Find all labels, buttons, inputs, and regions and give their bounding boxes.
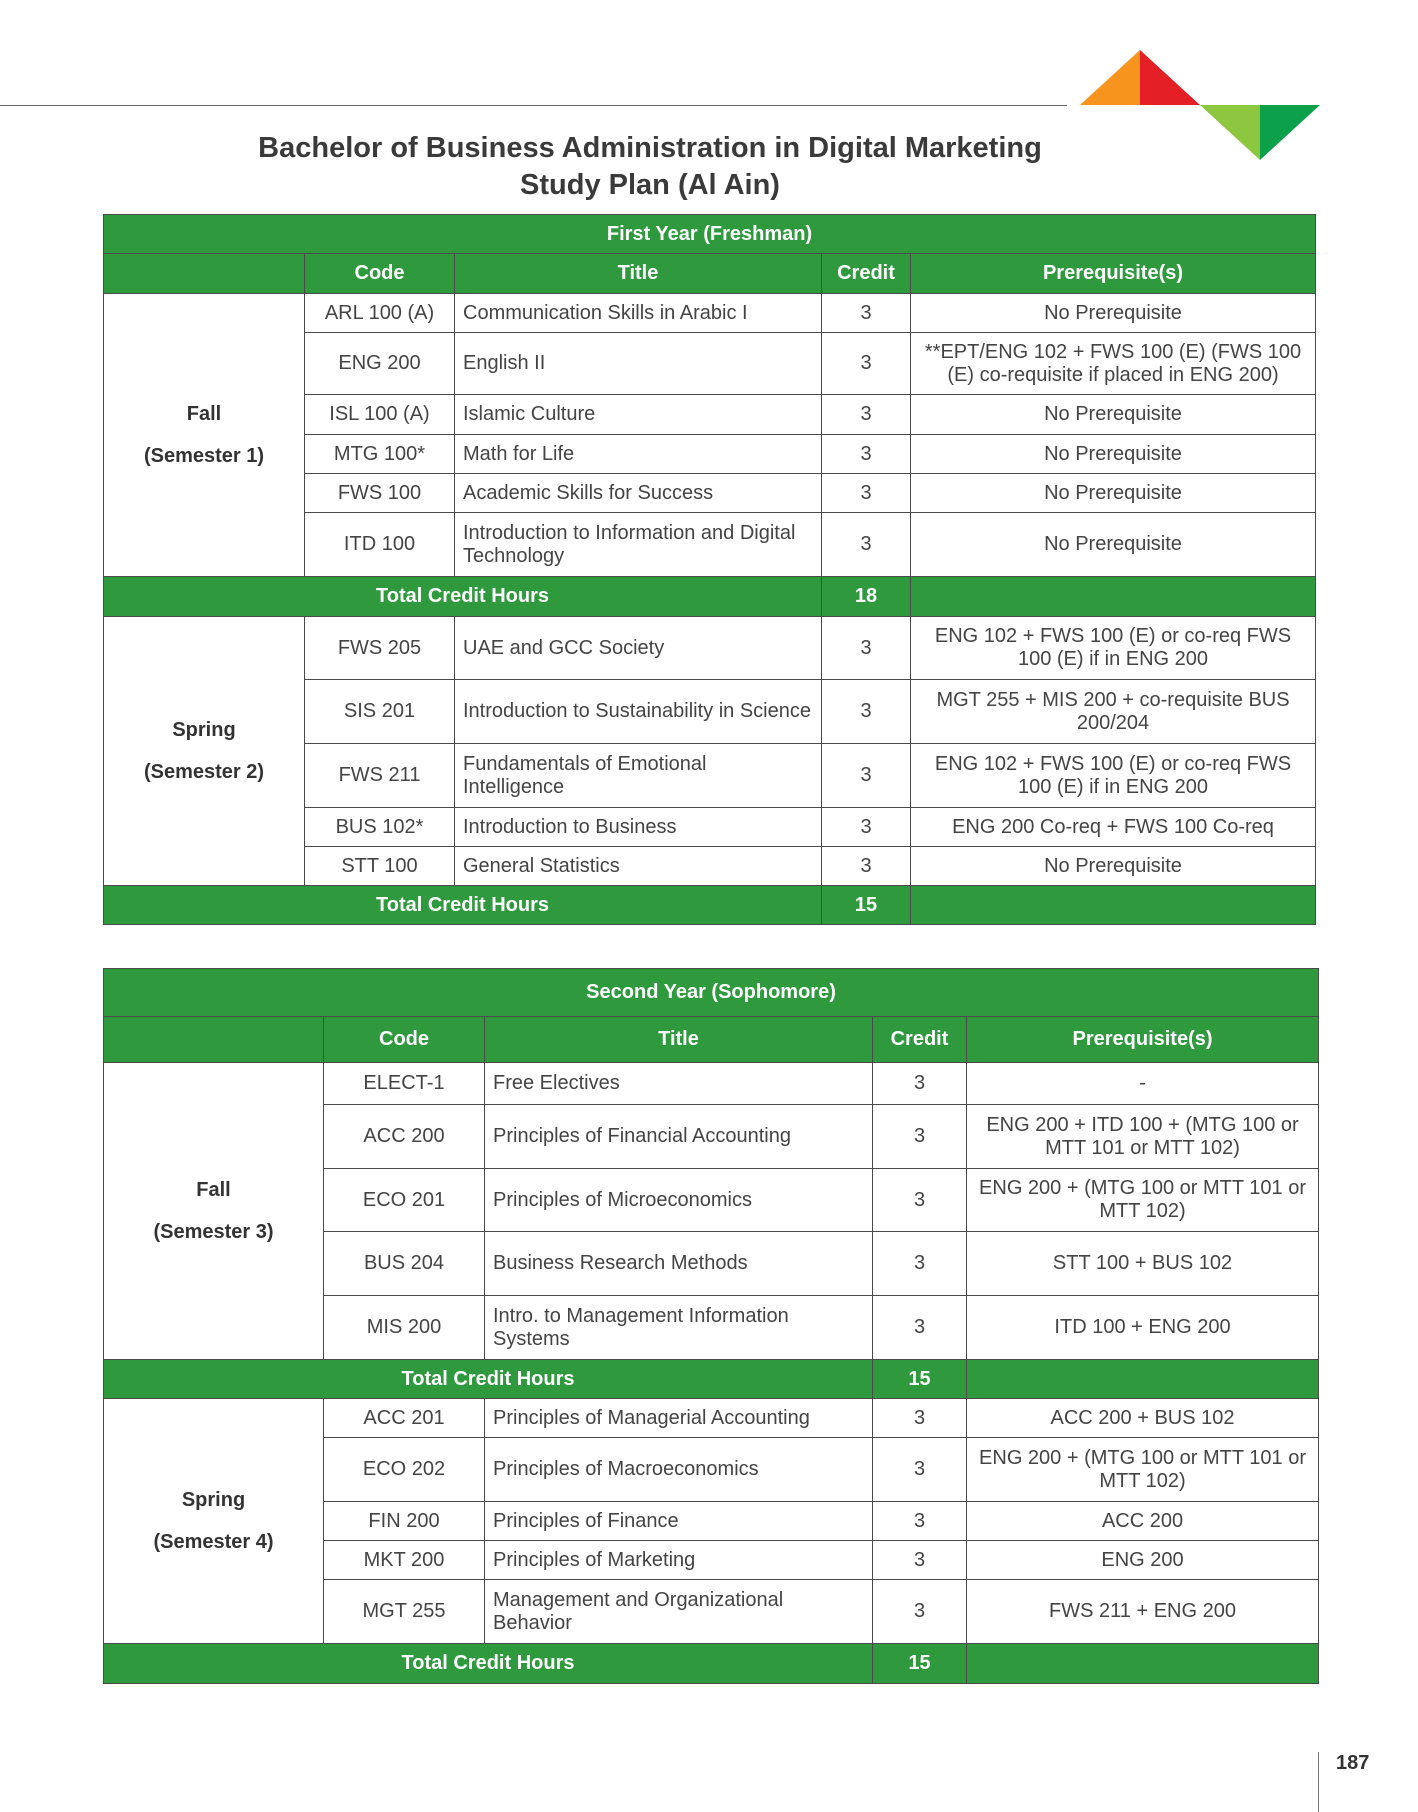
title-header: Title bbox=[455, 254, 822, 294]
course-title: Math for Life bbox=[455, 435, 822, 474]
course-credit: 3 bbox=[822, 395, 911, 435]
course-code: ECO 201 bbox=[324, 1169, 485, 1232]
semester-number: (Semester 3) bbox=[153, 1221, 274, 1243]
course-code: ECO 202 bbox=[324, 1438, 485, 1502]
semester-number: (Semester 4) bbox=[153, 1531, 274, 1553]
course-title: Principles of Macroeconomics bbox=[485, 1438, 873, 1502]
course-title: Principles of Microeconomics bbox=[485, 1169, 873, 1232]
course-prereq: ACC 200 + BUS 102 bbox=[967, 1399, 1319, 1438]
course-code: ITD 100 bbox=[305, 513, 455, 577]
course-title: Intro. to Management Information Systems bbox=[485, 1296, 873, 1360]
course-code: ACC 201 bbox=[324, 1399, 485, 1438]
title-header: Title bbox=[485, 1017, 873, 1063]
course-code: MTG 100* bbox=[305, 435, 455, 474]
page-number-rule bbox=[1318, 1752, 1319, 1812]
second-year-table bbox=[103, 968, 1319, 1684]
course-code: FWS 205 bbox=[305, 617, 455, 680]
course-code: ENG 200 bbox=[305, 333, 455, 395]
course-code: ACC 200 bbox=[324, 1105, 485, 1169]
semester-number: (Semester 1) bbox=[143, 445, 265, 467]
year-header: Second Year (Sophomore) bbox=[104, 969, 1319, 1017]
page-title bbox=[150, 130, 1150, 204]
course-credit: 3 bbox=[822, 435, 911, 474]
course-title: Introduction to Information and Digital Technology bbox=[455, 513, 822, 577]
course-code: BUS 102* bbox=[305, 808, 455, 847]
course-credit: 3 bbox=[873, 1296, 967, 1360]
course-credit: 3 bbox=[873, 1399, 967, 1438]
title-line-2: Study Plan (Al Ain) bbox=[520, 169, 780, 201]
course-code: SIS 201 bbox=[305, 680, 455, 744]
course-credit: 3 bbox=[873, 1438, 967, 1502]
total-value: 15 bbox=[873, 1644, 967, 1684]
course-code: MIS 200 bbox=[324, 1296, 485, 1360]
credit-header: Credit bbox=[873, 1017, 967, 1063]
total-row bbox=[104, 577, 1316, 617]
course-prereq: No Prerequisite bbox=[911, 474, 1316, 513]
total-value: 18 bbox=[822, 577, 911, 617]
course-prereq: ENG 200 + (MTG 100 or MTT 101 or MTT 102) bbox=[967, 1169, 1319, 1232]
course-title: Fundamentals of Emotional Intelligence bbox=[455, 744, 822, 808]
course-prereq: ENG 102 + FWS 100 (E) or co-req FWS 100 (E) if in ENG 200 bbox=[911, 744, 1316, 808]
semester-label bbox=[104, 617, 305, 886]
course-code: MKT 200 bbox=[324, 1541, 485, 1580]
course-prereq: ITD 100 + ENG 200 bbox=[967, 1296, 1319, 1360]
course-credit: 3 bbox=[822, 680, 911, 744]
semester-label bbox=[104, 1399, 324, 1644]
course-title: Introduction to Business bbox=[455, 808, 822, 847]
course-title: Academic Skills for Success bbox=[455, 474, 822, 513]
course-credit: 3 bbox=[822, 617, 911, 680]
course-code: FWS 100 bbox=[305, 474, 455, 513]
course-prereq: ENG 200 bbox=[967, 1541, 1319, 1580]
blank-header-cell bbox=[104, 1017, 324, 1063]
course-credit: 3 bbox=[873, 1169, 967, 1232]
course-title: Communication Skills in Arabic I bbox=[455, 294, 822, 333]
course-prereq: ENG 200 + ITD 100 + (MTG 100 or MTT 101 or MTT 102) bbox=[967, 1105, 1319, 1169]
prereq-header: Prerequisite(s) bbox=[911, 254, 1316, 294]
code-header: Code bbox=[324, 1017, 485, 1063]
course-prereq: No Prerequisite bbox=[911, 435, 1316, 474]
total-row bbox=[104, 886, 1316, 925]
course-credit: 3 bbox=[822, 333, 911, 395]
course-prereq: No Prerequisite bbox=[911, 513, 1316, 577]
course-title: Free Electives bbox=[485, 1063, 873, 1105]
course-credit: 3 bbox=[873, 1580, 967, 1644]
course-title: Business Research Methods bbox=[485, 1232, 873, 1296]
page-number: 187 bbox=[1336, 1752, 1370, 1774]
credit-header: Credit bbox=[822, 254, 911, 294]
course-title: Principles of Financial Accounting bbox=[485, 1105, 873, 1169]
course-prereq: - bbox=[967, 1063, 1319, 1105]
course-credit: 3 bbox=[873, 1232, 967, 1296]
top-rule bbox=[0, 105, 1067, 106]
course-credit: 3 bbox=[822, 294, 911, 333]
course-prereq: No Prerequisite bbox=[911, 847, 1316, 886]
course-credit: 3 bbox=[873, 1502, 967, 1541]
course-code: BUS 204 bbox=[324, 1232, 485, 1296]
course-code: ELECT-1 bbox=[324, 1063, 485, 1105]
course-code: ARL 100 (A) bbox=[305, 294, 455, 333]
code-header: Code bbox=[305, 254, 455, 294]
course-credit: 3 bbox=[822, 744, 911, 808]
course-prereq: No Prerequisite bbox=[911, 395, 1316, 435]
course-prereq: FWS 211 + ENG 200 bbox=[967, 1580, 1319, 1644]
course-credit: 3 bbox=[873, 1105, 967, 1169]
course-title: Islamic Culture bbox=[455, 395, 822, 435]
semester-name: Spring bbox=[172, 719, 236, 741]
semester-name: Fall bbox=[196, 1179, 231, 1201]
title-line-1: Bachelor of Business Administration in Digital Marketing bbox=[258, 132, 1042, 164]
total-blank bbox=[967, 1644, 1319, 1684]
course-code: FIN 200 bbox=[324, 1502, 485, 1541]
course-title: General Statistics bbox=[455, 847, 822, 886]
total-blank bbox=[911, 577, 1316, 617]
course-credit: 3 bbox=[822, 808, 911, 847]
semester-name: Fall bbox=[186, 403, 222, 425]
course-prereq: STT 100 + BUS 102 bbox=[967, 1232, 1319, 1296]
course-prereq: ACC 200 bbox=[967, 1502, 1319, 1541]
semester-label bbox=[104, 1063, 324, 1360]
total-blank bbox=[911, 886, 1316, 925]
course-code: ISL 100 (A) bbox=[305, 395, 455, 435]
course-prereq: **EPT/ENG 102 + FWS 100 (E) (FWS 100 (E) co-requisite if placed in ENG 200) bbox=[911, 333, 1316, 395]
year-header: First Year (Freshman) bbox=[104, 215, 1316, 254]
course-code: STT 100 bbox=[305, 847, 455, 886]
course-title: Management and Organizational Behavior bbox=[485, 1580, 873, 1644]
course-title: Introduction to Sustainability in Science bbox=[455, 680, 822, 744]
prereq-header: Prerequisite(s) bbox=[967, 1017, 1319, 1063]
course-title: Principles of Marketing bbox=[485, 1541, 873, 1580]
first-year-table bbox=[103, 214, 1316, 925]
course-credit: 3 bbox=[873, 1541, 967, 1580]
total-row bbox=[104, 1360, 1319, 1399]
course-prereq: ENG 200 + (MTG 100 or MTT 101 or MTT 102) bbox=[967, 1438, 1319, 1502]
semester-name: Spring bbox=[181, 1489, 246, 1511]
total-label: Total Credit Hours bbox=[104, 1360, 873, 1399]
course-code: FWS 211 bbox=[305, 744, 455, 808]
table-row bbox=[104, 294, 1316, 333]
course-title: Principles of Managerial Accounting bbox=[485, 1399, 873, 1438]
total-label: Total Credit Hours bbox=[104, 886, 822, 925]
total-label: Total Credit Hours bbox=[104, 1644, 873, 1684]
table-row bbox=[104, 617, 1316, 680]
course-credit: 3 bbox=[873, 1063, 967, 1105]
course-prereq: MGT 255 + MIS 200 + co-requisite BUS 200/204 bbox=[911, 680, 1316, 744]
total-value: 15 bbox=[873, 1360, 967, 1399]
blank-header-cell bbox=[104, 254, 305, 294]
course-credit: 3 bbox=[822, 847, 911, 886]
course-title: Principles of Finance bbox=[485, 1502, 873, 1541]
course-credit: 3 bbox=[822, 513, 911, 577]
total-blank bbox=[967, 1360, 1319, 1399]
course-title: UAE and GCC Society bbox=[455, 617, 822, 680]
course-prereq: ENG 200 Co-req + FWS 100 Co-req bbox=[911, 808, 1316, 847]
course-prereq: ENG 102 + FWS 100 (E) or co-req FWS 100 (E) if in ENG 200 bbox=[911, 617, 1316, 680]
total-value: 15 bbox=[822, 886, 911, 925]
course-credit: 3 bbox=[822, 474, 911, 513]
semester-label bbox=[104, 294, 305, 577]
course-code: MGT 255 bbox=[324, 1580, 485, 1644]
course-prereq: No Prerequisite bbox=[911, 294, 1316, 333]
total-label: Total Credit Hours bbox=[104, 577, 822, 617]
total-row bbox=[104, 1644, 1319, 1684]
course-title: English II bbox=[455, 333, 822, 395]
table-row bbox=[104, 1063, 1319, 1105]
table-row bbox=[104, 1399, 1319, 1438]
semester-number: (Semester 2) bbox=[143, 761, 265, 783]
